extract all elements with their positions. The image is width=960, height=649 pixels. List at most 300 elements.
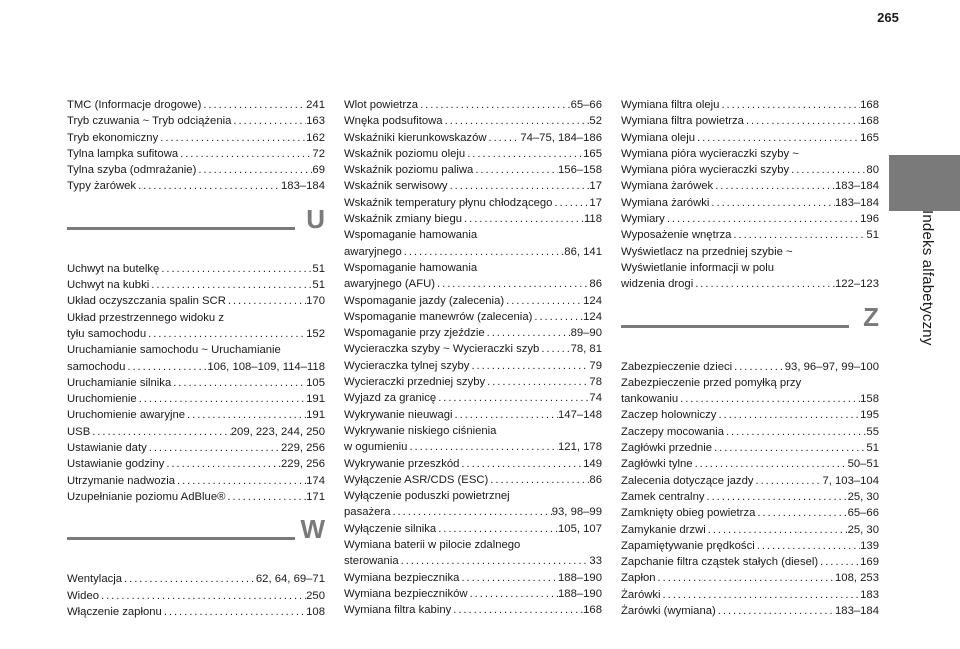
entry-page-refs: 106, 108–109, 114–118 — [207, 360, 325, 373]
dot-leader — [713, 178, 835, 194]
entry-term-line: widzenia drogi — [621, 278, 694, 291]
index-entry — [344, 146, 602, 162]
index-entry — [621, 424, 879, 440]
section-divider — [67, 227, 295, 230]
entry-page-refs: 50–51 — [847, 458, 879, 471]
entry-term-line: Wymiana bezpiecznika — [344, 571, 460, 584]
chapter-tab-label: Indeks alfabetyczny — [919, 210, 936, 346]
dot-leader — [693, 456, 848, 472]
entry-page-refs: 229, 256 — [281, 442, 325, 455]
dot-leader — [147, 440, 281, 456]
entry-page-refs: 118 — [583, 213, 602, 226]
entry-term-line: Wyjazd za granicę — [344, 392, 437, 405]
entry-term-line: Wymiary — [621, 213, 665, 226]
dot-leader — [755, 505, 847, 521]
entry-page-refs: 52 — [589, 115, 602, 128]
index-entry — [67, 342, 325, 375]
dot-leader — [732, 359, 785, 375]
index-entry — [621, 456, 879, 472]
entry-page-refs: 168 — [860, 99, 879, 111]
dot-leader — [178, 146, 312, 162]
entry-page-refs: 7, 103–104 — [822, 474, 879, 487]
dot-leader — [185, 407, 306, 423]
dot-leader — [418, 97, 570, 113]
index-entry — [67, 571, 325, 587]
index-entry — [344, 260, 602, 293]
index-entry — [621, 244, 879, 293]
index-entry — [67, 440, 325, 456]
entry-term-line: Zamykanie drzwi — [621, 523, 706, 536]
entry-page-refs: 79 — [589, 359, 602, 372]
dot-leader — [226, 293, 306, 309]
entry-term-line: Wymiana oleju — [621, 131, 695, 144]
entry-term-line: sterowania — [344, 555, 399, 568]
entry-term-line: Wentylacja — [67, 573, 123, 586]
dot-leader — [693, 276, 835, 292]
entry-term-line: Wymiana bezpieczników — [344, 587, 468, 600]
dot-leader — [678, 391, 860, 407]
index-entry — [67, 113, 325, 129]
dot-leader — [465, 146, 583, 162]
entry-page-refs: 108, 253 — [835, 572, 879, 585]
index-entry — [67, 293, 325, 309]
entry-term-line: Uruchomienie — [67, 393, 137, 406]
entry-page-refs: 169 — [860, 556, 879, 569]
index-entry — [344, 325, 602, 341]
entry-page-refs: 168 — [860, 115, 879, 128]
entry-term-line: Wlot powietrza — [344, 99, 419, 111]
entry-page-refs: 86 — [589, 278, 602, 291]
index-entry — [67, 588, 325, 604]
dot-leader — [709, 195, 835, 211]
entry-term-line: tyłu samochodu — [67, 327, 147, 340]
index-entry — [67, 162, 325, 178]
entry-page-refs: 78, 81 — [570, 343, 602, 356]
dot-leader — [539, 341, 570, 357]
index-entry — [344, 113, 602, 129]
dot-leader — [201, 97, 306, 113]
entry-term-line: Wymiana pióra wycieraczki szyby — [621, 164, 790, 177]
index-entry — [621, 113, 879, 129]
dot-leader — [731, 227, 866, 243]
page-number: 265 — [877, 10, 899, 25]
entry-page-refs: 158 — [860, 393, 879, 406]
index-entry — [344, 211, 602, 227]
entry-page-refs: 74–75, 184–186 — [520, 131, 602, 144]
index-entry — [344, 456, 602, 472]
index-entry — [344, 309, 602, 325]
entry-page-refs: 17 — [589, 180, 602, 193]
entry-page-refs: 250 — [306, 589, 325, 602]
entry-term-line: awaryjnego — [344, 245, 402, 258]
dot-leader — [162, 604, 306, 620]
dot-leader — [196, 162, 312, 178]
index-entry — [67, 146, 325, 162]
dot-leader — [407, 439, 558, 455]
entry-page-refs: 188–190 — [558, 587, 602, 600]
dot-leader — [402, 244, 565, 260]
index-entry — [344, 521, 602, 537]
entry-page-refs: 165 — [583, 147, 602, 160]
index-entry — [67, 310, 325, 343]
dot-leader — [146, 326, 306, 342]
dot-leader — [468, 586, 558, 602]
dot-leader — [818, 554, 860, 570]
entry-term-line: Wycieraczki przedniej szyby — [344, 376, 486, 389]
entry-page-refs: 170 — [306, 295, 325, 308]
dot-leader — [451, 602, 583, 618]
entry-page-refs: 69 — [312, 164, 325, 177]
entry-term-line: Wskaźniki kierunkowskazów — [344, 131, 487, 144]
index-entry — [344, 97, 602, 113]
entry-term-line: Wyposażenie wnętrza — [621, 229, 732, 242]
entry-term-line: Tylna szyba (odmrażanie) — [67, 164, 197, 177]
entry-page-refs: 51 — [312, 279, 325, 292]
dot-leader — [724, 424, 866, 440]
entry-page-refs: 93, 96–97, 99–100 — [784, 360, 879, 373]
entry-term-line: Zapłon — [621, 572, 656, 585]
entry-page-refs: 191 — [306, 393, 325, 406]
dot-leader — [435, 276, 589, 292]
dot-leader — [744, 113, 860, 129]
entry-page-refs: 139 — [860, 539, 879, 552]
entry-term-line: Wyłączenie poduszki powietrznej — [344, 490, 510, 503]
index-entry — [621, 538, 879, 554]
entry-page-refs: 183–184 — [281, 180, 325, 193]
entry-term-line: Wyłączenie ASR/CDS (ESC) — [344, 473, 489, 486]
dot-leader — [225, 489, 306, 505]
dot-leader — [552, 195, 589, 211]
entry-term-line: Wyświetlanie informacji w polu — [621, 261, 775, 274]
index-entry — [67, 604, 325, 620]
entry-page-refs: 62, 64, 69–71 — [255, 573, 325, 586]
entry-page-refs: 124 — [583, 310, 602, 323]
entry-term-line: Wycieraczka tylnej szyby — [344, 359, 470, 372]
dot-leader — [754, 473, 823, 489]
entry-term-line: awaryjnego (AFU) — [344, 278, 436, 291]
entry-page-refs: 209, 223, 244, 250 — [230, 425, 325, 438]
dot-leader — [399, 553, 590, 569]
entry-term-line: Wyłączenie silnika — [344, 522, 437, 535]
index-entry — [344, 570, 602, 586]
entry-page-refs: 51 — [312, 262, 325, 275]
dot-leader — [716, 603, 835, 619]
index-entry — [621, 603, 879, 619]
entry-term-line: Zamek centralny — [621, 490, 705, 503]
index-entry — [344, 602, 602, 618]
entry-term-line: Żarówki — [621, 588, 661, 601]
entry-term-line: Wspomaganie hamowania — [344, 229, 478, 242]
entry-term-line: Wykrywanie przeszkód — [344, 457, 460, 470]
entry-term-line: pasażera — [344, 506, 391, 519]
index-entry — [67, 391, 325, 407]
index-entry — [344, 162, 602, 178]
entry-term-line: Zabezpieczenie dzieci — [621, 360, 733, 373]
index-entry — [621, 505, 879, 521]
entry-page-refs: 80 — [866, 164, 879, 177]
entry-term-line: Utrzymanie nadwozia — [67, 474, 175, 487]
entry-page-refs: 162 — [306, 131, 325, 144]
dot-leader — [473, 162, 558, 178]
entry-term-line: Wnęka podsufitowa — [344, 115, 443, 128]
dot-leader — [90, 424, 231, 440]
entry-page-refs: 196 — [860, 213, 879, 226]
entry-page-refs: 74 — [589, 392, 602, 405]
entry-page-refs: 105, 107 — [558, 522, 602, 535]
entry-page-refs: 86, 141 — [564, 245, 602, 258]
index-entry — [67, 178, 325, 194]
index-entry — [621, 359, 879, 375]
entry-term-line: Wykrywanie niskiego ciśnienia — [344, 424, 497, 437]
dot-leader — [706, 522, 848, 538]
dot-leader — [705, 489, 848, 505]
section-letter: Z — [863, 301, 879, 332]
dot-leader — [164, 456, 281, 472]
index-entry — [67, 407, 325, 423]
entry-term-line: Zagłówki przednie — [621, 442, 713, 455]
entry-term-line: Wymiana baterii w pilocie zdalnego — [344, 539, 521, 552]
dot-leader — [171, 375, 306, 391]
entry-page-refs: 174 — [306, 474, 325, 487]
entry-term-line: Ustawianie daty — [67, 442, 147, 455]
index-entry — [621, 178, 879, 194]
entry-page-refs: 72 — [312, 147, 325, 160]
dot-leader — [716, 407, 860, 423]
entry-page-refs: 229, 256 — [281, 458, 325, 471]
dot-leader — [453, 407, 558, 423]
dot-leader — [175, 473, 306, 489]
index-entry — [621, 440, 879, 456]
index-entry — [344, 178, 602, 194]
index-entry — [621, 407, 879, 423]
dot-leader — [231, 113, 306, 129]
entry-term-line: Zaczepy mocowania — [621, 425, 724, 438]
index-entry — [67, 473, 325, 489]
entry-term-line: Wskaźnik zmiany biegu — [344, 213, 463, 226]
entry-page-refs: 25, 30 — [847, 490, 879, 503]
index-entry — [344, 472, 602, 488]
section-letter: W — [300, 514, 325, 545]
entry-page-refs: 108 — [306, 605, 325, 618]
section-letter: U — [306, 203, 325, 234]
entry-page-refs: 147–148 — [558, 408, 602, 421]
entry-term-line: Uchwyt na kubki — [67, 279, 150, 292]
index-column-2 — [344, 97, 602, 619]
entry-term-line: Wskaźnik poziomu oleju — [344, 147, 466, 160]
index-column-1 — [67, 97, 325, 620]
entry-term-line: Wskaźnik temperatury płynu chłodzącego — [344, 196, 553, 209]
entry-term-line: Uzupełnianie poziomu AdBlue® — [67, 490, 226, 503]
index-entry — [621, 473, 879, 489]
letter-section-header — [67, 203, 325, 253]
index-entry — [621, 227, 879, 243]
index-entry — [344, 586, 602, 602]
entry-term-line: Wymiana żarówki — [621, 196, 710, 209]
entry-term-line: Zagłówki tylne — [621, 458, 693, 471]
entry-term-line: Wycieraczka szyby ~ Wycieraczki szyb — [344, 343, 540, 356]
dot-leader — [656, 570, 835, 586]
entry-page-refs: 191 — [306, 409, 325, 422]
index-entry — [344, 488, 602, 521]
entry-page-refs: 89–90 — [570, 327, 602, 340]
entry-page-refs: 183–184 — [835, 180, 879, 193]
dot-leader — [532, 309, 583, 325]
entry-page-refs: 171 — [306, 490, 325, 503]
dot-leader — [485, 374, 589, 390]
dot-leader — [469, 358, 589, 374]
index-entry — [621, 97, 879, 113]
entry-page-refs: 183–184 — [835, 605, 879, 618]
entry-term-line: Wspomaganie jazdy (zalecenia) — [344, 294, 505, 307]
entry-term-line: Wideo — [67, 589, 100, 602]
entry-page-refs: 65–66 — [847, 507, 879, 520]
index-entry — [621, 554, 879, 570]
index-entry — [621, 375, 879, 408]
entry-term-line: samochodu — [67, 360, 126, 373]
entry-term-line: Tryb czuwania ~ Tryb odciążenia — [67, 115, 232, 128]
dot-leader — [159, 261, 312, 277]
entry-page-refs: 149 — [583, 457, 602, 470]
index-entry — [621, 489, 879, 505]
index-entry — [344, 227, 602, 260]
entry-term-line: Ustawianie godziny — [67, 458, 165, 471]
entry-term-line: Typy żarówek — [67, 180, 137, 193]
section-divider — [67, 537, 295, 540]
dot-leader — [488, 472, 589, 488]
entry-page-refs: 33 — [589, 555, 602, 568]
index-entry — [67, 277, 325, 293]
entry-term-line: Zapchanie filtra cząstek stałych (diesel) — [621, 556, 819, 569]
dot-leader — [487, 130, 521, 146]
index-entry — [344, 195, 602, 211]
entry-page-refs: 93, 98–99 — [551, 506, 602, 519]
dot-leader — [136, 178, 281, 194]
index-entry — [621, 587, 879, 603]
entry-page-refs: 168 — [583, 604, 602, 617]
dot-leader — [436, 521, 558, 537]
index-entry — [344, 407, 602, 423]
index-entry — [621, 146, 879, 179]
index-entry — [344, 341, 602, 357]
entry-term-line: Wskaźnik serwisowy — [344, 180, 448, 193]
entry-term-line: Uruchomienie awaryjne — [67, 409, 186, 422]
index-entry — [621, 570, 879, 586]
entry-page-refs: 183–184 — [835, 196, 879, 209]
chapter-tab — [889, 155, 960, 211]
entry-page-refs: 163 — [306, 115, 325, 128]
index-entry — [344, 423, 602, 456]
entry-term-line: Zabezpieczenie przed pomyłką przy — [621, 376, 802, 389]
entry-term-line: w ogumieniu — [344, 441, 408, 454]
letter-section-header — [67, 514, 325, 563]
index-entry — [621, 195, 879, 211]
dot-leader — [149, 277, 312, 293]
dot-leader — [390, 504, 551, 520]
entry-page-refs: 105 — [306, 376, 325, 389]
entry-page-refs: 78 — [589, 376, 602, 389]
entry-term-line: Wymiana żarówek — [621, 180, 714, 193]
entry-term-line: Wyświetlacz na przedniej szybie ~ — [621, 245, 793, 258]
entry-term-line: Wskaźnik poziomu paliwa — [344, 164, 474, 177]
entry-page-refs: 51 — [866, 442, 879, 455]
entry-term-line: Tylna lampka sufitowa — [67, 147, 179, 160]
entry-term-line: USB — [67, 425, 91, 438]
entry-page-refs: 165 — [860, 131, 879, 144]
index-entry — [67, 130, 325, 146]
dot-leader — [755, 538, 860, 554]
entry-page-refs: 241 — [306, 99, 325, 111]
dot-leader — [125, 359, 207, 375]
entry-term-line: Wymiana filtra powietrza — [621, 115, 744, 128]
entry-term-line: Tryb ekonomiczny — [67, 131, 159, 144]
index-entry — [67, 489, 325, 505]
index-entry — [67, 456, 325, 472]
dot-leader — [158, 130, 306, 146]
index-entry — [67, 424, 325, 440]
entry-term-line: Wspomaganie przy zjeździe — [344, 327, 485, 340]
entry-term-line: Zaczep holowniczy — [621, 409, 717, 422]
entry-page-refs: 25, 30 — [847, 523, 879, 536]
index-entry — [67, 375, 325, 391]
dot-leader — [719, 97, 860, 113]
dot-leader — [712, 440, 866, 456]
index-entry — [621, 130, 879, 146]
dot-leader — [462, 211, 584, 227]
dot-leader — [443, 113, 590, 129]
dot-leader — [459, 456, 583, 472]
entry-term-line: Wykrywanie nieuwagi — [344, 408, 453, 421]
entry-term-line: Zapamiętywanie prędkości — [621, 539, 755, 552]
index-entry — [344, 130, 602, 146]
index-entry — [344, 537, 602, 570]
entry-term-line: Zamknięty obieg powietrza — [621, 507, 756, 520]
entry-page-refs: 121, 178 — [558, 441, 602, 454]
entry-term-line: Uruchamianie silnika — [67, 376, 172, 389]
entry-term-line: TMC (Informacje drogowe) — [67, 99, 202, 111]
index-entry — [67, 261, 325, 277]
index-entry — [621, 522, 879, 538]
entry-term-line: Zalecenia dotyczące jazdy — [621, 474, 754, 487]
entry-page-refs: 65–66 — [570, 99, 602, 111]
dot-leader — [661, 587, 861, 603]
index-entry — [344, 374, 602, 390]
dot-leader — [137, 391, 306, 407]
dot-leader — [459, 570, 558, 586]
entry-page-refs: 195 — [860, 409, 879, 422]
dot-leader — [448, 178, 590, 194]
dot-leader — [665, 211, 860, 227]
dot-leader — [504, 293, 583, 309]
entry-page-refs: 17 — [589, 196, 602, 209]
dot-leader — [485, 325, 571, 341]
entry-term-line: Wymiana pióra wycieraczki szyby ~ — [621, 147, 799, 160]
index-entry — [67, 97, 325, 113]
entry-page-refs: 55 — [866, 425, 879, 438]
letter-section-header — [621, 301, 879, 351]
entry-term-line: Uchwyt na butelkę — [67, 262, 160, 275]
entry-page-refs: 124 — [583, 294, 602, 307]
entry-term-line: Układ przestrzennego widoku z — [67, 311, 224, 324]
dot-leader — [99, 588, 306, 604]
entry-term-line: Wspomaganie hamowania — [344, 261, 478, 274]
entry-page-refs: 188–190 — [558, 571, 602, 584]
entry-term-line: Układ oczyszczania spalin SCR — [67, 295, 226, 308]
index-entry — [344, 390, 602, 406]
index-entry — [344, 293, 602, 309]
index-entry — [344, 358, 602, 374]
dot-leader — [695, 130, 860, 146]
entry-term-line: Wymiana filtra oleju — [621, 99, 720, 111]
